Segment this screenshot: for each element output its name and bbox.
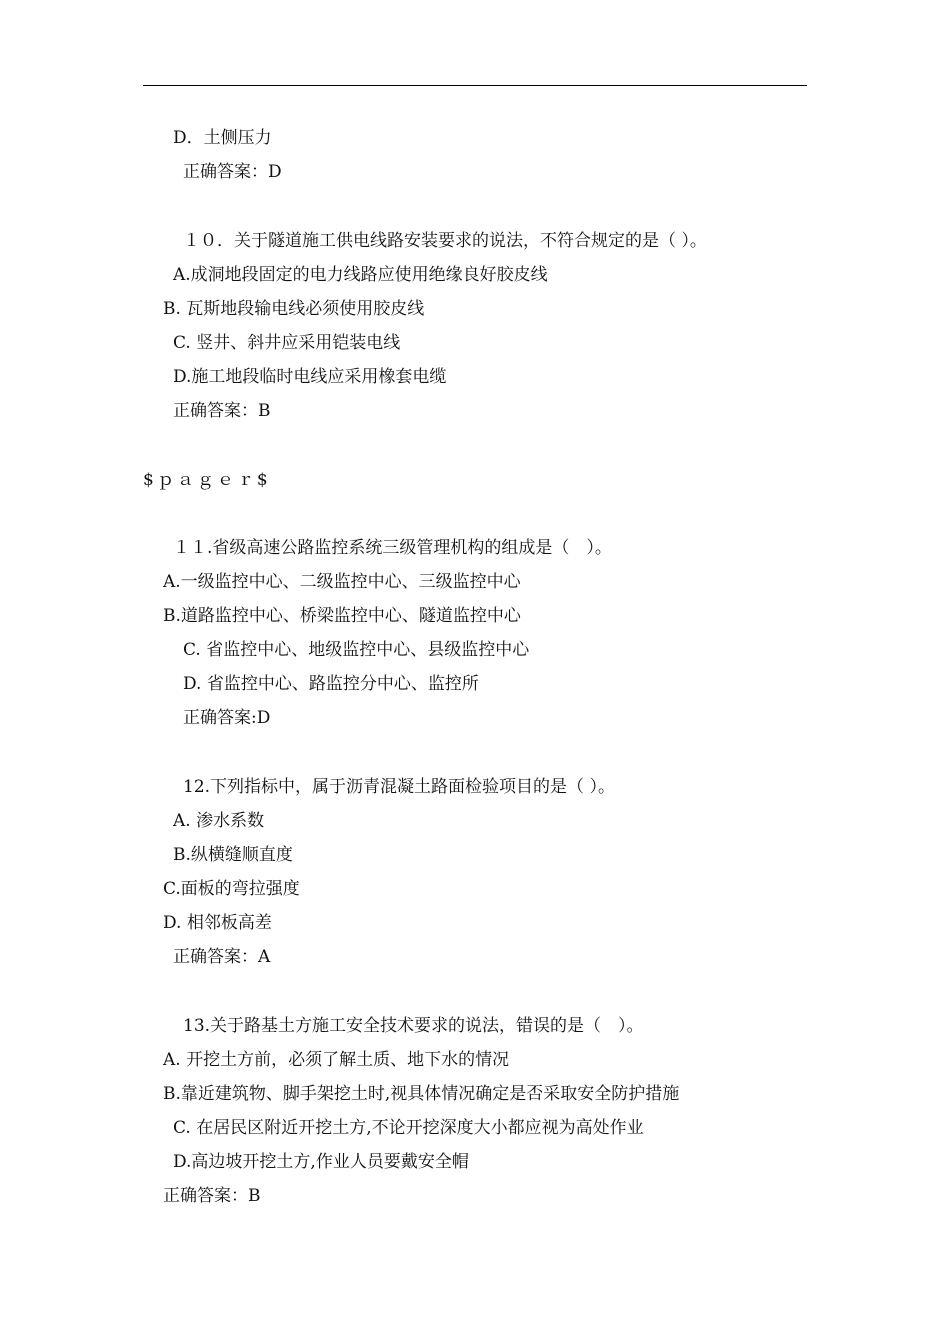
q12-answer: 正确答案：A (173, 947, 271, 967)
q12-option-b: B.纵横缝顺直度 (173, 845, 293, 865)
q13-option-a: A. 开挖土方前，必须了解土质、地下水的情况 (163, 1050, 510, 1070)
q13-option-b: B.靠近建筑物、脚手架挖土时,视具体情况确定是否采取安全防护措施 (163, 1084, 680, 1104)
q12-question: 12.下列指标中，属于沥青混凝土路面检验项目的是（ ）。 (183, 777, 615, 797)
q13-answer: 正确答案：B (163, 1186, 261, 1206)
q10-question: １０．关于隧道施工供电线路安装要求的说法，不符合规定的是（ ）。 (183, 231, 707, 251)
q13-option-d: D.高边坡开挖土方,作业人员要戴安全帽 (173, 1152, 469, 1172)
q10-option-b: B. 瓦斯地段输电线必须使用胶皮线 (163, 299, 425, 319)
q12-option-d: D. 相邻板高差 (163, 913, 272, 933)
q11-option-a: A.一级监控中心、二级监控中心、三级监控中心 (163, 572, 521, 592)
q11-option-b: B.道路监控中心、桥梁监控中心、隧道监控中心 (163, 606, 521, 626)
q11-option-c: C. 省监控中心、地级监控中心、县级监控中心 (183, 640, 530, 660)
q12-option-a: A. 渗水系数 (173, 811, 265, 831)
q10-answer: 正确答案：B (173, 401, 271, 421)
q10-option-d: D.施工地段临时电线应采用橡套电缆 (173, 367, 447, 387)
q12-option-c: C.面板的弯拉强度 (163, 879, 300, 899)
q11-question: １１.省级高速公路监控系统三级管理机构的组成是（ ）。 (173, 538, 612, 558)
q13-option-c: C. 在居民区附近开挖土方,不论开挖深度大小都应视为高处作业 (173, 1118, 644, 1138)
pager-marker: $ｐａｇｅｒ$ (143, 470, 271, 490)
q9-option-d: D．土侧压力 (173, 128, 272, 148)
q10-option-c: C. 竖井、斜井应采用铠装电线 (173, 333, 401, 353)
header-rule (143, 85, 807, 86)
q11-option-d: D. 省监控中心、路监控分中心、监控所 (183, 674, 479, 694)
q13-question: 13.关于路基土方施工安全技术要求的说法，错误的是（ ）。 (183, 1016, 644, 1036)
q11-answer: 正确答案:D (183, 708, 271, 728)
q9-answer: 正确答案：D (183, 162, 282, 182)
q10-option-a: A.成洞地段固定的电力线路应使用绝缘良好胶皮线 (173, 265, 548, 285)
